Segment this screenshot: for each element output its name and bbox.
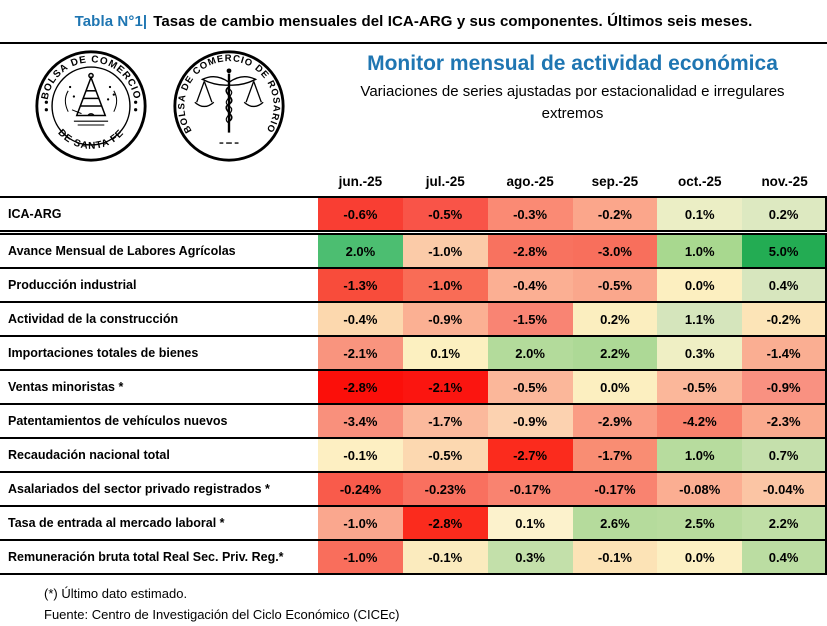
value-cell: 0.0%: [657, 269, 742, 301]
value-cell: -1.5%: [488, 303, 573, 335]
value-cell: -1.7%: [573, 439, 658, 471]
value-cell: -2.1%: [403, 371, 488, 403]
value-cell: -1.0%: [403, 269, 488, 301]
value-cell: -2.9%: [573, 405, 658, 437]
value-cell: -0.4%: [318, 303, 403, 335]
value-cell: -1.0%: [318, 541, 403, 573]
table-row: [0, 198, 827, 232]
row-label: Avance Mensual de Labores Agrícolas: [0, 235, 318, 267]
value-cell: 2.6%: [573, 507, 658, 539]
value-cell: 2.2%: [742, 507, 827, 539]
value-cell: -0.5%: [403, 198, 488, 230]
value-cell: -0.5%: [488, 371, 573, 403]
rosario-seal-logo: [172, 49, 286, 163]
footnote: (*) Último dato estimado.: [44, 586, 188, 601]
table-row: [0, 507, 827, 541]
table-row: [0, 235, 827, 269]
header-right: [318, 49, 827, 166]
value-cell: 1.0%: [657, 439, 742, 471]
value-cell: 0.0%: [657, 541, 742, 573]
row-label: Actividad de la construcción: [0, 303, 318, 335]
value-cell: -0.3%: [488, 198, 573, 230]
table-row: [0, 269, 827, 303]
value-cell: -0.9%: [403, 303, 488, 335]
value-cell: -0.9%: [488, 405, 573, 437]
value-cell: 1.0%: [657, 235, 742, 267]
value-cell: 2.5%: [657, 507, 742, 539]
value-cell: 5.0%: [742, 235, 827, 267]
value-cell: -4.2%: [657, 405, 742, 437]
value-cell: -0.23%: [403, 473, 488, 505]
value-cell: -0.2%: [742, 303, 827, 335]
table-row: [0, 439, 827, 473]
value-cell: 2.2%: [573, 337, 658, 369]
logos: [0, 49, 318, 166]
month-header-row: [0, 166, 827, 198]
month-header: nov.-25: [761, 173, 808, 189]
value-cell: -0.5%: [403, 439, 488, 471]
value-cell: 0.1%: [488, 507, 573, 539]
value-cell: -0.1%: [403, 541, 488, 573]
month-header: jul.-25: [425, 173, 465, 189]
page-title: [0, 0, 827, 44]
value-cell: 0.4%: [742, 269, 827, 301]
value-cell: 0.0%: [573, 371, 658, 403]
value-cell: 0.4%: [742, 541, 827, 573]
table-number-label: Tabla N°1|: [74, 12, 148, 30]
value-cell: 0.2%: [742, 198, 827, 230]
value-cell: -3.4%: [318, 405, 403, 437]
month-header: sep.-25: [591, 173, 639, 189]
value-cell: -0.17%: [488, 473, 573, 505]
value-cell: 0.1%: [403, 337, 488, 369]
table-body: [0, 198, 827, 575]
report-subtitle: Variaciones de series ajustadas por estacionalidad e irregulares extremos: [360, 83, 785, 122]
value-cell: 0.2%: [573, 303, 658, 335]
table-row: [0, 371, 827, 405]
value-cell: -0.17%: [573, 473, 658, 505]
month-header: jun.-25: [338, 173, 383, 189]
footer: [0, 575, 827, 626]
value-cell: 0.7%: [742, 439, 827, 471]
row-label: Producción industrial: [0, 269, 318, 301]
value-cell: -0.5%: [573, 269, 658, 301]
table-row: [0, 405, 827, 439]
table-title-text: Tasas de cambio mensuales del ICA-ARG y sus componentes. Últimos seis meses.: [153, 12, 753, 30]
value-cell: -1.0%: [318, 507, 403, 539]
value-cell: -0.1%: [318, 439, 403, 471]
table-row: [0, 337, 827, 371]
value-cell: 0.3%: [657, 337, 742, 369]
value-cell: -0.9%: [742, 371, 827, 403]
row-label: Recaudación nacional total: [0, 439, 318, 471]
row-label: ICA-ARG: [0, 198, 318, 230]
value-cell: -2.3%: [742, 405, 827, 437]
row-label: Importaciones totales de bienes: [0, 337, 318, 369]
value-cell: -1.4%: [742, 337, 827, 369]
value-cell: -0.2%: [573, 198, 658, 230]
value-cell: -0.08%: [657, 473, 742, 505]
value-cell: -2.8%: [488, 235, 573, 267]
month-header: ago.-25: [506, 173, 554, 189]
seal-top-text: BOLSA DE COMERCIO: [39, 54, 143, 101]
value-cell: 0.3%: [488, 541, 573, 573]
source-line: Fuente: Centro de Investigación del Ciclo Económico (CICEc): [44, 606, 400, 622]
report-heading: Monitor mensual de actividad económica: [367, 52, 778, 75]
value-cell: -3.0%: [573, 235, 658, 267]
value-cell: 1.1%: [657, 303, 742, 335]
value-cell: -0.24%: [318, 473, 403, 505]
row-label: Tasa de entrada al mercado laboral *: [0, 507, 318, 539]
table-row: [0, 473, 827, 507]
value-cell: 2.0%: [318, 235, 403, 267]
row-label: Asalariados del sector privado registrados *: [0, 473, 318, 505]
row-label: Remuneración bruta total Real Sec. Priv. Reg.*: [0, 541, 318, 573]
value-cell: -0.4%: [488, 269, 573, 301]
value-cell: -1.0%: [403, 235, 488, 267]
row-label: Ventas minoristas *: [0, 371, 318, 403]
seal-bottom-text: DE SANTA FE: [55, 127, 127, 152]
seal-ring-text: BOLSA DE COMERCIO DE ROSARIO: [176, 53, 282, 135]
value-cell: 0.1%: [657, 198, 742, 230]
value-cell: -2.8%: [403, 507, 488, 539]
value-cell: -2.8%: [318, 371, 403, 403]
value-cell: -2.1%: [318, 337, 403, 369]
value-cell: -1.3%: [318, 269, 403, 301]
table-row: [0, 303, 827, 337]
value-cell: -1.7%: [403, 405, 488, 437]
value-cell: -0.5%: [657, 371, 742, 403]
value-cell: -2.7%: [488, 439, 573, 471]
month-header: oct.-25: [677, 173, 722, 189]
value-cell: -0.04%: [742, 473, 827, 505]
santafe-seal-logo: [34, 49, 148, 163]
header: [0, 44, 827, 166]
table-row: [0, 541, 827, 575]
value-cell: 2.0%: [488, 337, 573, 369]
value-cell: -0.1%: [573, 541, 658, 573]
value-cell: -0.6%: [318, 198, 403, 230]
row-label: Patentamientos de vehículos nuevos: [0, 405, 318, 437]
